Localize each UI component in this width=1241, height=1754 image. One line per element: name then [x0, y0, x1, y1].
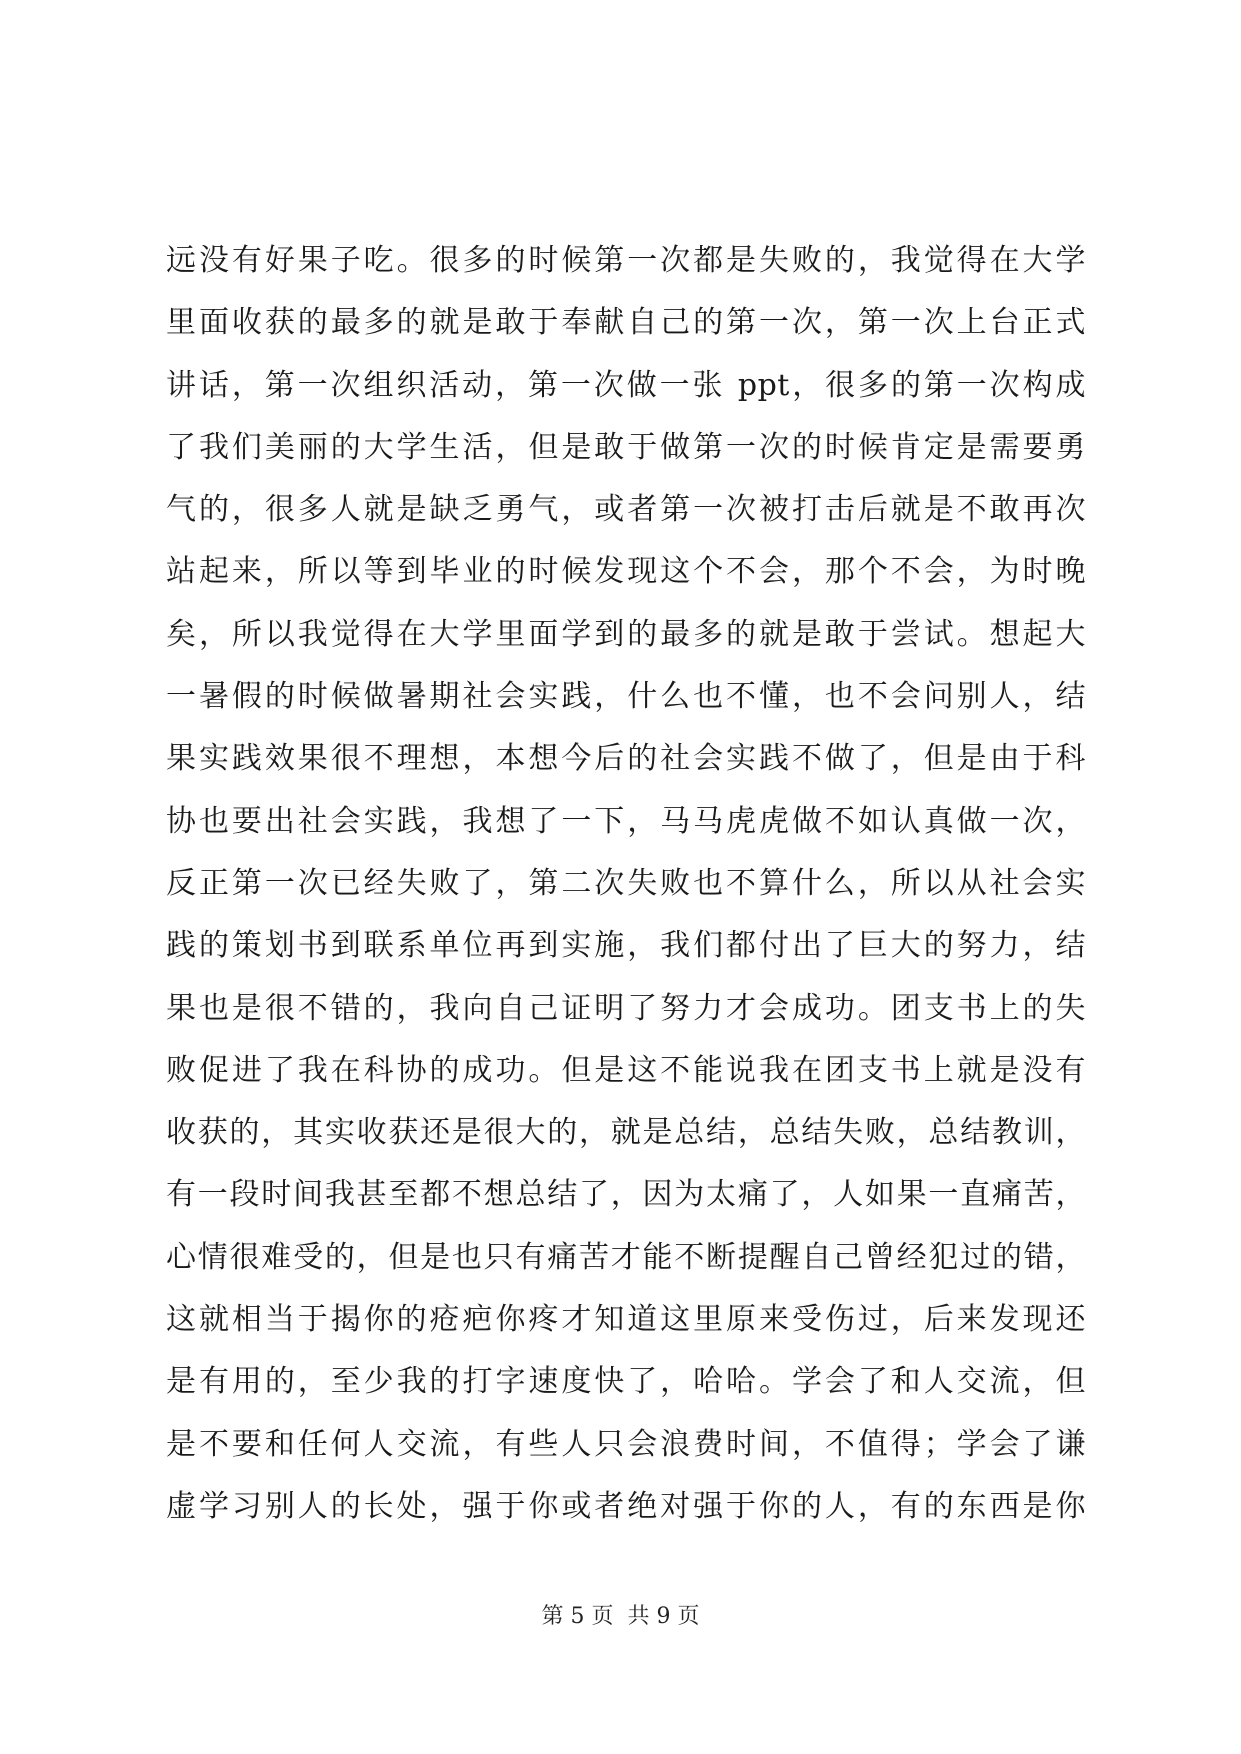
text-line: 有一段时间我甚至都不想总结了，因为太痛了，人如果一直痛苦， — [166, 1177, 1086, 1213]
text-line: 这就相当于揭你的疮疤你疼才知道这里原来受伤过，后来发现还 — [166, 1302, 1086, 1338]
text-line: 站起来，所以等到毕业的时候发现这个不会，那个不会，为时晚 — [166, 554, 1086, 590]
text-line: 讲话，第一次组织活动，第一次做一张 ppt，很多的第一次构成 — [166, 367, 1086, 403]
text-line: 远没有好果子吃。很多的时候第一次都是失败的，我觉得在大学 — [166, 243, 1086, 278]
text-line: 果也是很不错的，我向自己证明了努力才会成功。团支书上的失 — [166, 990, 1086, 1026]
text-line: 协也要出社会实践，我想了一下，马马虎虎做不如认真做一次， — [166, 803, 1086, 839]
text-line: 虚学习别人的长处，强于你或者绝对强于你的人，有的东西是你 — [166, 1488, 1086, 1524]
body-text — [166, 230, 1086, 1538]
page-number: 第 5 页 共 9 页 — [541, 1604, 700, 1629]
text-line: 反正第一次已经失败了，第二次失败也不算什么，所以从社会实 — [166, 865, 1086, 901]
text-line: 收获的，其实收获还是很大的，就是总结，总结失败，总结教训， — [166, 1115, 1086, 1151]
text-line: 果实践效果很不理想，本想今后的社会实践不做了，但是由于科 — [166, 741, 1086, 777]
text-line: 心情很难受的，但是也只有痛苦才能不断提醒自己曾经犯过的错， — [166, 1239, 1086, 1275]
page-footer — [0, 1602, 1241, 1632]
text-line: 一暑假的时候做暑期社会实践，什么也不懂，也不会问别人，结 — [166, 679, 1086, 715]
text-line: 矣，所以我觉得在大学里面学到的最多的就是敢于尝试。想起大 — [166, 616, 1086, 652]
text-line: 是有用的，至少我的打字速度快了，哈哈。学会了和人交流，但 — [166, 1364, 1086, 1400]
text-line: 败促进了我在科协的成功。但是这不能说我在团支书上就是没有 — [166, 1052, 1086, 1088]
text-line: 践的策划书到联系单位再到实施，我们都付出了巨大的努力，结 — [166, 928, 1086, 964]
text-line: 里面收获的最多的就是敢于奉献自己的第一次，第一次上台正式 — [166, 305, 1086, 341]
text-line: 是不要和任何人交流，有些人只会浪费时间，不值得；学会了谦 — [166, 1426, 1086, 1462]
text-line: 了我们美丽的大学生活，但是敢于做第一次的时候肯定是需要勇 — [166, 429, 1086, 465]
text-line: 气的，很多人就是缺乏勇气，或者第一次被打击后就是不敢再次 — [166, 492, 1086, 528]
